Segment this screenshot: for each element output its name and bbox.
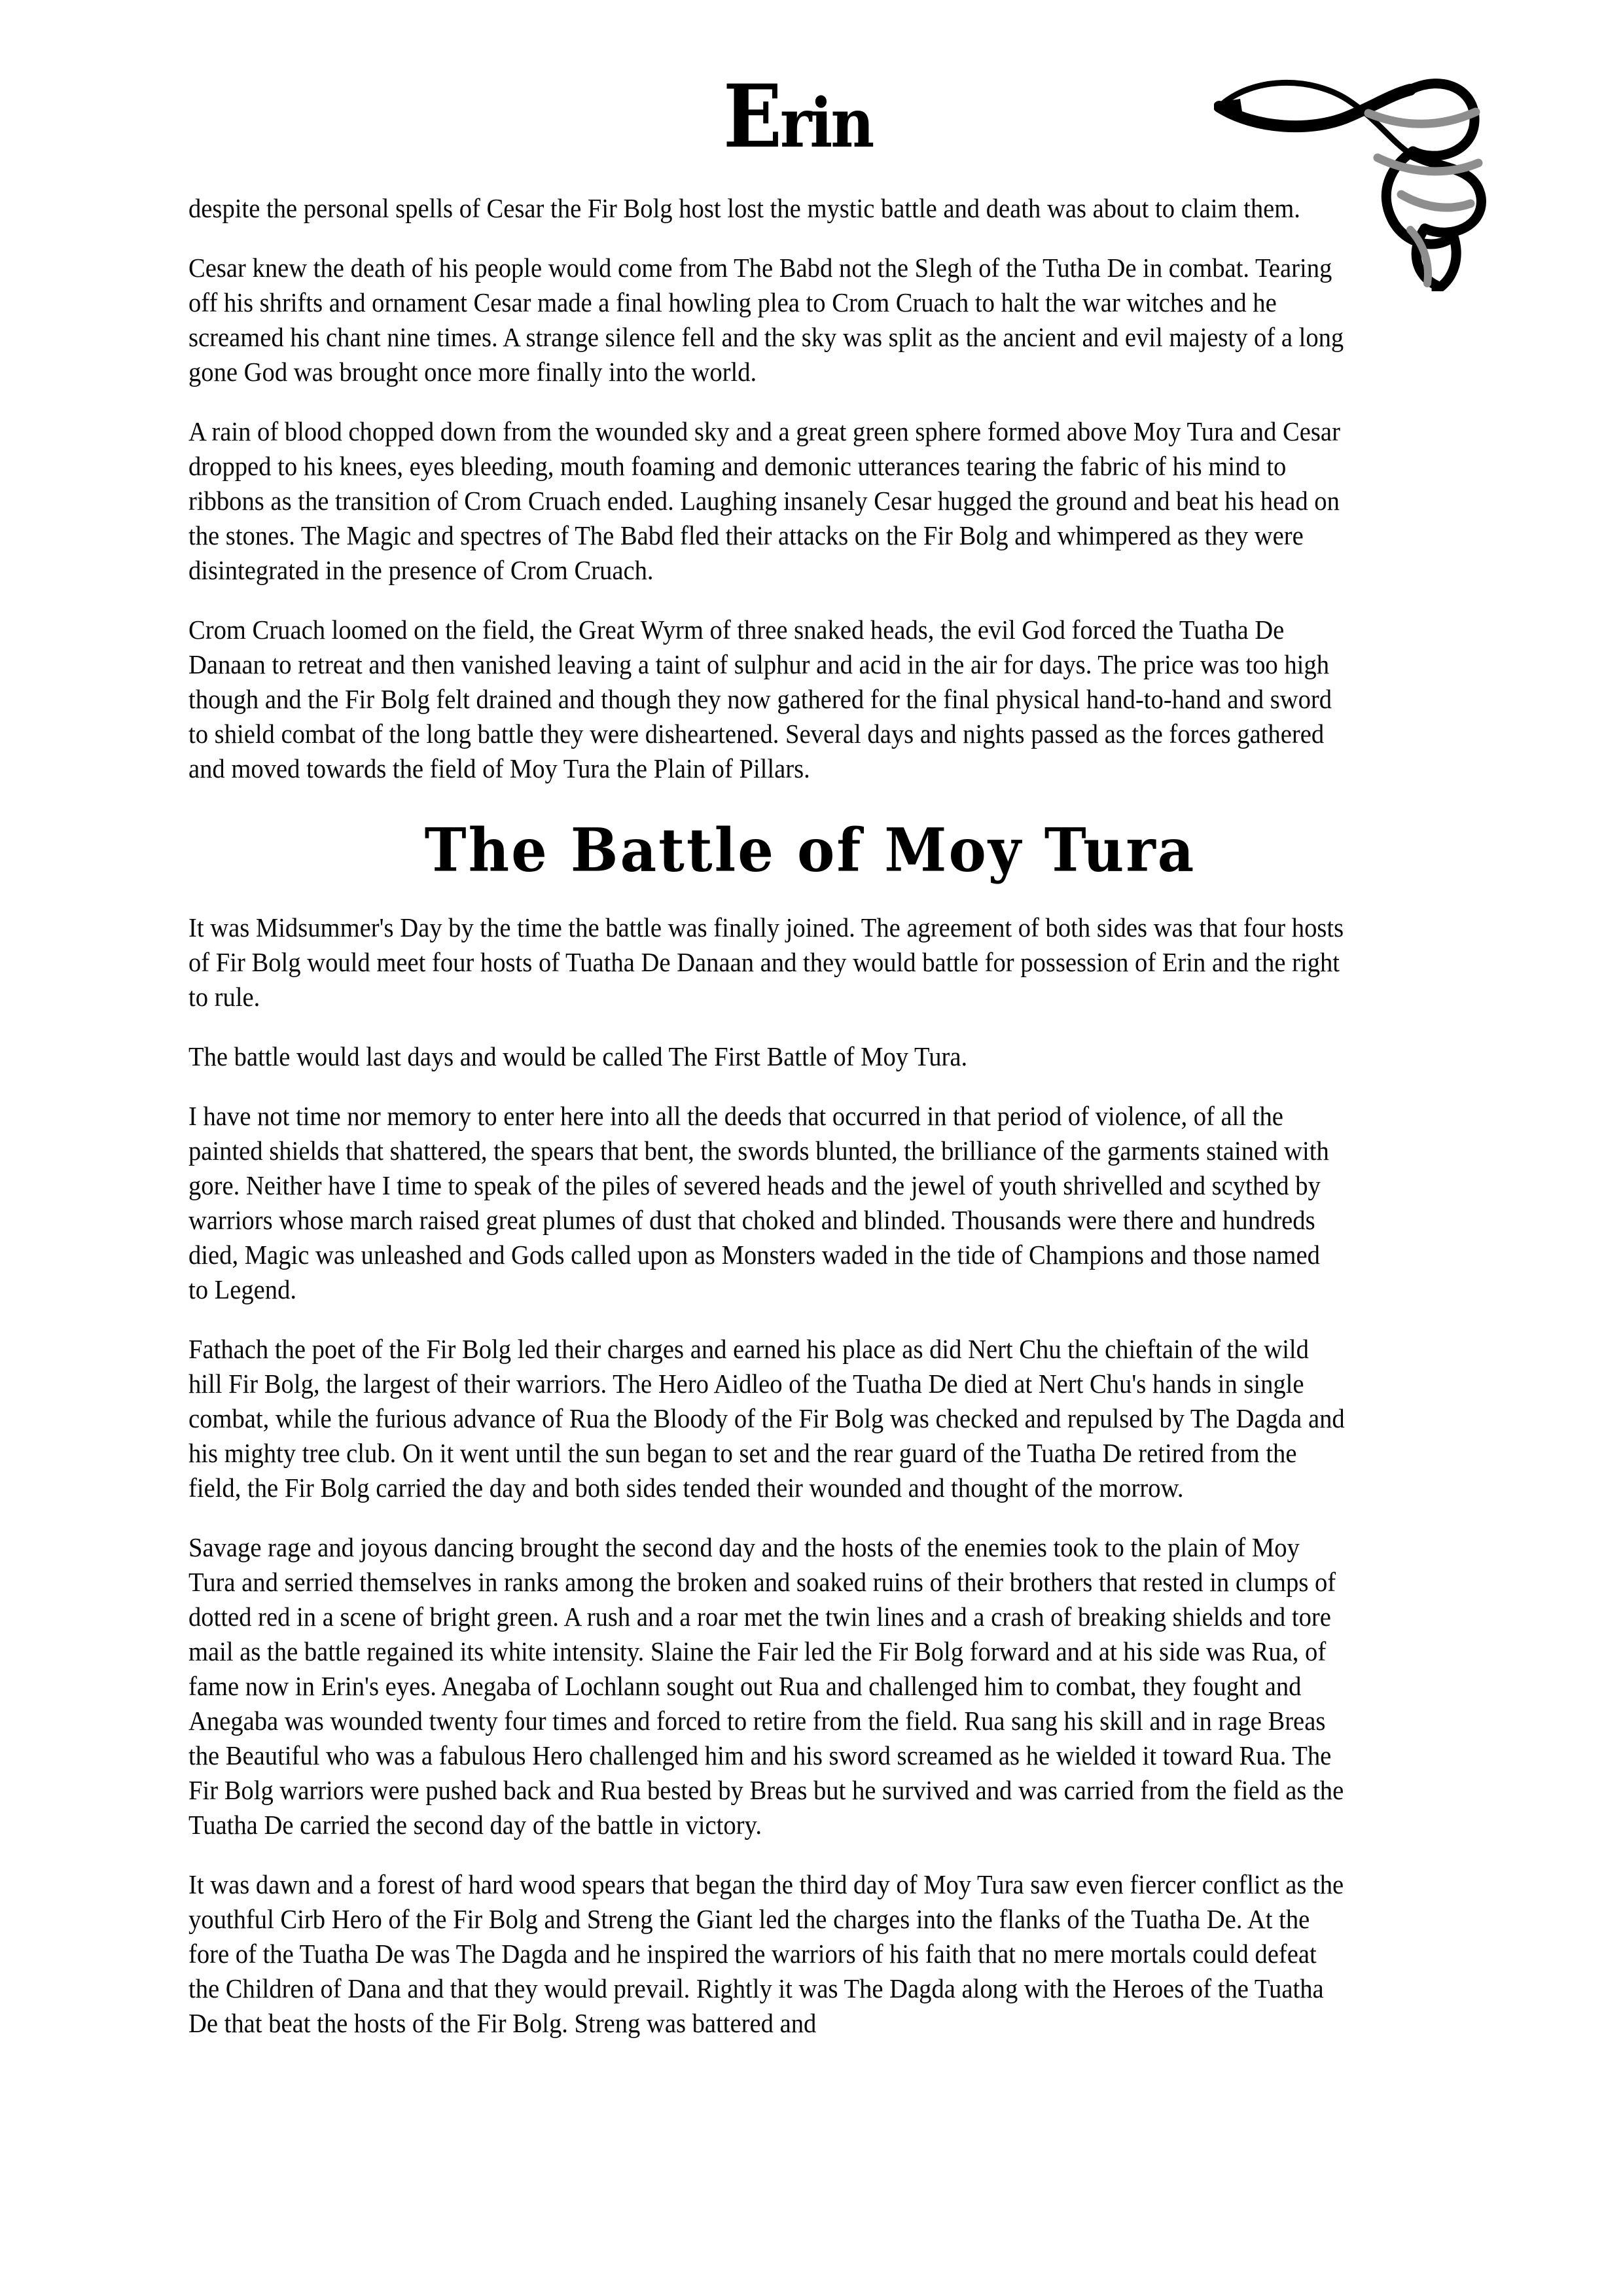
- page-header: [0, 0, 1623, 196]
- page-title-rest: rin: [779, 83, 873, 163]
- section-heading-battle-of-moy-tura: The Battle of Moy Tura: [424, 815, 1196, 886]
- paragraph: despite the personal spells of Cesar the Fir Bolg host lost the mystic battle and death was about to claim them.: [188, 193, 1300, 223]
- page-title-initial: E: [723, 65, 780, 168]
- paragraph: Fathach the poet of the Fir Bolg led their charges and earned his place as did Nert Chu the chieftain of the wild hill Fir Bolg, the largest of their warriors. The Hero Aidleo of the Tuatha De died at Nert Chu's hands in single combat, while the furious advance of Rua the Bloody of the Fir Bolg was checked and repulsed by The Dagda and his mighty tree club. On it went until the sun began to set and the rear guard of the Tuatha De retired from the field, the Fir Bolg carried the day and both sides tended their wounded and thought of the morrow.: [188, 1334, 1345, 1503]
- paragraph: I have not time nor memory to enter here into all the deeds that occurred in that period of violence, of all the painted shields that shattered, the spears that bent, the swords blunted, the brilliance of the garments stained with gore. Neither have I time to speak of the piles of severed heads and the jewel of youth shrivelled and scythed by warriors whose march raised great plumes of dust that choked and blinded. Thousands were there and hundreds died, Magic was unleashed and Gods called upon as Monsters waded in the tide of Champions and those named to Legend.: [188, 1101, 1329, 1305]
- paragraph: It was dawn and a forest of hard wood spears that began the third day of Moy Tura saw even fiercer conflict as the youthful Cirb Hero of the Fir Bolg and Streng the Giant led the charges into the flanks of the Tuatha De. At the fore of the Tuatha De was The Dagda and he inspired the warriors of his faith that no mere mortals could defeat the Children of Dana and that they would prevail. Rightly it was The Dagda along with the Heroes of the Tuatha De that beat the hosts of the Fir Bolg. Streng was battered and: [188, 1869, 1344, 2039]
- document-body: [188, 191, 1432, 2041]
- paragraph: The battle would last days and would be called The First Battle of Moy Tura.: [188, 1041, 968, 1072]
- paragraph: Cesar knew the death of his people would come from The Babd not the Slegh of the Tutha De in combat. Tearing off his shrifts and ornament Cesar made a final howling plea to Crom Cruach to halt the war witches and he screamed his chant nine times. A strange silence fell and the sky was split as the ancient and evil majesty of a long gone God was brought once more finally into the world.: [188, 253, 1344, 387]
- page-footer: [0, 2126, 1623, 2296]
- paragraph: A rain of blood chopped down from the wounded sky and a great green sphere formed above Moy Tura and Cesar dropped to his knees, eyes bleeding, mouth foaming and demonic utterances tearing the fabric of his mind to ribbons as the transition of Crom Cruach ended. Laughing insanely Cesar hugged the ground and beat his head on the stones. The Magic and spectres of The Babd fled their attacks on the Fir Bolg and whimpered as they were disintegrated in the presence of Crom Cruach.: [188, 416, 1340, 585]
- paragraph: Crom Cruach loomed on the field, the Great Wyrm of three snaked heads, the evil God forced the Tuatha De Danaan to retreat and then vanished leaving a taint of sulphur and acid in the air for days. The price was too high though and the Fir Bolg felt drained and though they now gathered for the final physical hand-to-hand and sword to shield combat of the long battle they were disheartened. Several days and nights passed as the forces gathered and moved towards the field of Moy Tura the Plain of Pillars.: [188, 615, 1332, 783]
- paragraph: Savage rage and joyous dancing brought the second day and the hosts of the enemies took to the plain of Moy Tura and serried themselves in ranks among the broken and soaked ruins of their brothers that rested in clumps of dotted red in a scene of bright green. A rush and a roar met the twin lines and a crash of breaking shields and tore mail as the battle regained its white intensity. Slaine the Fair led the Fir Bolg forward and at his side was Rua, of fame now in Erin's eyes. Anegaba of Lochlann sought out Rua and challenged him to combat, they fought and Anegaba was wounded twenty four times and forced to retire from the field. Rua sang his skill and in rage Breas the Beautiful who was a fabulous Hero challenged him and his sword screamed as he wielded it toward Rua. The Fir Bolg warriors were pushed back and Rua bested by Breas but he survived and was carried from the field as the Tuatha De carried the second day of the battle in victory.: [188, 1532, 1344, 1840]
- page-title-erin: [723, 65, 873, 168]
- paragraph: It was Midsummer's Day by the time the battle was finally joined. The agreement of both sides was that four hosts of Fir Bolg would meet four hosts of Tuatha De Danaan and they would battle for possession of Erin and the right to rule.: [188, 912, 1344, 1013]
